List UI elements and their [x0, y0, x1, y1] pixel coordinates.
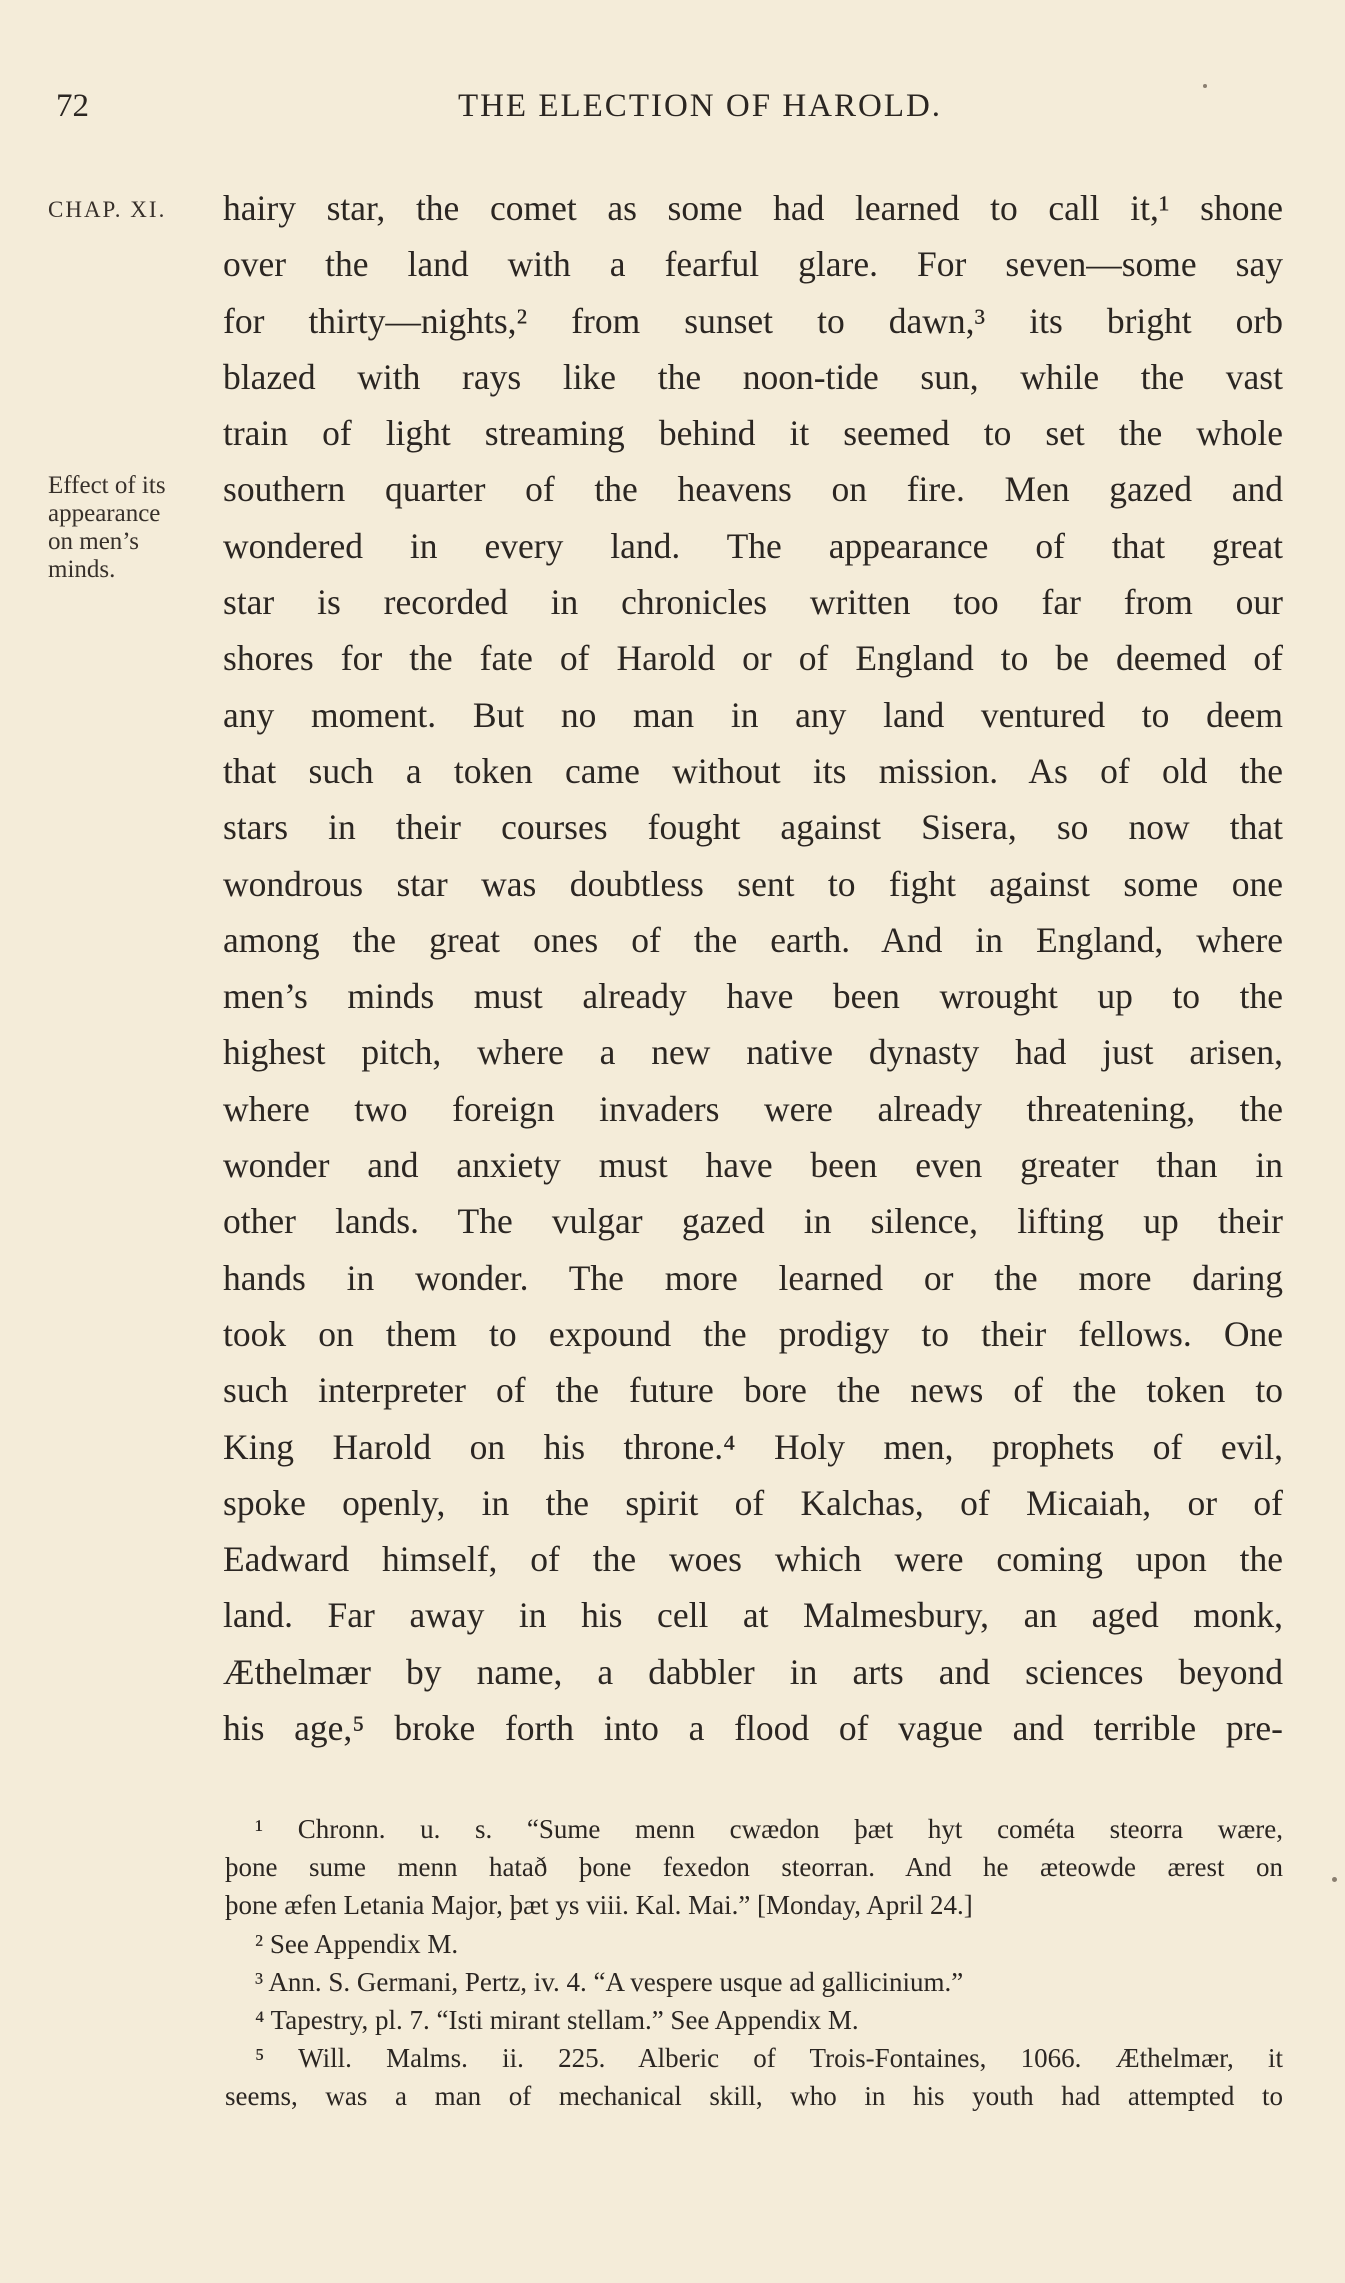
body-line: wondered in every land. The appearance of that great: [223, 525, 1283, 566]
ink-speck: [1332, 1877, 1337, 1882]
footnote-line: ² See Appendix M.: [255, 1928, 459, 1959]
footnote-line: ⁴ Tapestry, pl. 7. “Isti mirant stellam.” See Appendix M.: [255, 2004, 859, 2035]
ink-speck: [1203, 84, 1207, 88]
body-line: star is recorded in chronicles written too far from our: [223, 582, 1283, 623]
body-line: Æthelmær by name, a dabbler in arts and sciences beyond: [223, 1651, 1283, 1692]
running-title: THE ELECTION OF HAROLD.: [457, 88, 943, 124]
footnote-line: ³ Ann. S. Germani, Pertz, iv. 4. “A vespere usque ad gallicinium.”: [255, 1966, 964, 1997]
page-number: 72: [56, 88, 89, 124]
body-line: southern quarter of the heavens on fire. Men gazed and: [223, 469, 1283, 510]
sidenote-line: minds.: [48, 556, 116, 583]
body-line: stars in their courses fought against Sisera, so now that: [223, 807, 1283, 848]
body-line: men’s minds must already have been wrought up to the: [223, 976, 1283, 1017]
sidenote: [48, 472, 228, 584]
page-header: [52, 88, 1288, 138]
body-line: other lands. The vulgar gazed in silence, lifting up their: [223, 1201, 1283, 1242]
body-line: wonder and anxiety must have been even greater than in: [223, 1145, 1283, 1186]
body-line: King Harold on his throne.⁴ Holy men, prophets of evil,: [223, 1426, 1283, 1467]
footnote-line: þone æfen Letania Major, þæt ys viii. Kal. Mai.” [Monday, April 24.]: [225, 1890, 973, 1921]
body-line: blazed with rays like the noon-tide sun, while the vast: [223, 356, 1283, 397]
body-line: over the land with a fearful glare. For seven—some say: [223, 244, 1283, 285]
footnote-line: þone sume menn hatað þone fexedon steorran. And he æteowde ærest on: [225, 1852, 1283, 1883]
footnote-line: ⁵ Will. Malms. ii. 225. Alberic of Trois-Fontaines, 1066. Æthelmær, it: [255, 2043, 1283, 2074]
body-line: that such a token came without its mission. As of old the: [223, 750, 1283, 791]
body-line: spoke openly, in the spirit of Kalchas, of Micaiah, or of: [223, 1482, 1283, 1523]
body-text: [223, 180, 1283, 1756]
body-line: train of light streaming behind it seemed to set the whole: [223, 413, 1283, 454]
sidenote-line: on men’s: [48, 528, 139, 555]
sidenote-line: appearance: [48, 500, 161, 527]
body-line: where two foreign invaders were already threatening, the: [223, 1088, 1283, 1129]
body-line: Eadward himself, of the woes which were coming upon the: [223, 1539, 1283, 1580]
body-line: any moment. But no man in any land ventured to deem: [223, 694, 1283, 735]
body-line: for thirty—nights,² from sunset to dawn,³ its bright orb: [223, 300, 1283, 341]
body-line: hands in wonder. The more learned or the more daring: [223, 1257, 1283, 1298]
body-line: such interpreter of the future bore the news of the token to: [223, 1370, 1283, 1411]
footnote-line: seems, was a man of mechanical skill, who in his youth had attempted to: [225, 2081, 1283, 2112]
body-line: among the great ones of the earth. And in England, where: [223, 919, 1283, 960]
body-line: hairy star, the comet as some had learned to call it,¹ shone: [223, 188, 1283, 228]
body-line: highest pitch, where a new native dynasty had just arisen,: [223, 1032, 1283, 1073]
sidenote-line: Effect of its: [48, 472, 166, 499]
body-line: shores for the fate of Harold or of England to be deemed of: [223, 638, 1283, 679]
footnotes: [225, 1810, 1283, 2116]
body-line: took on them to expound the prodigy to their fellows. One: [223, 1313, 1283, 1354]
footnote-line: ¹ Chronn. u. s. “Sume menn cwædon þæt hyt cométa steorra wære,: [255, 1814, 1283, 1844]
body-line: his age,⁵ broke forth into a flood of vague and terrible pre-: [223, 1708, 1283, 1749]
body-line: land. Far away in his cell at Malmesbury, an aged monk,: [223, 1595, 1283, 1636]
body-line: wondrous star was doubtless sent to fight against some one: [223, 863, 1283, 904]
chapter-label: CHAP. XI.: [48, 197, 167, 222]
